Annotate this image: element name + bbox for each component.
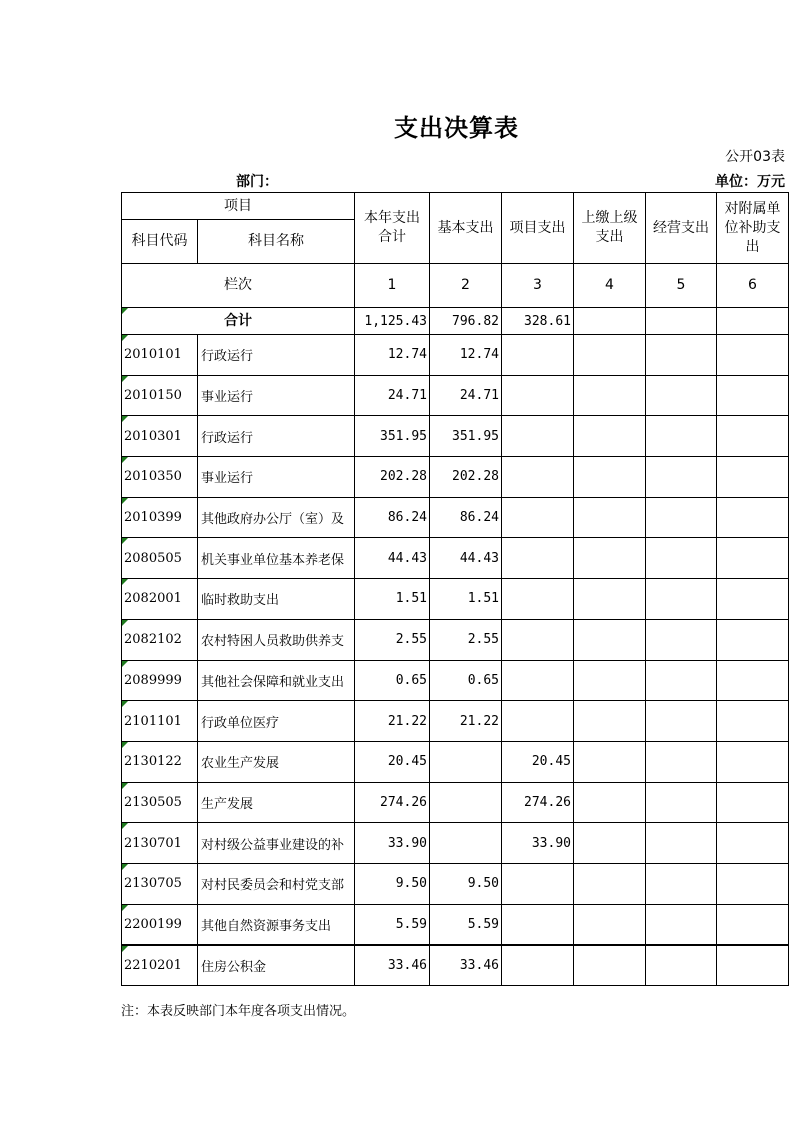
subject-code-cell: 2010301	[122, 416, 198, 457]
amount-cell	[574, 457, 646, 498]
amount-cell	[717, 457, 789, 498]
amount-cell: 20.45	[502, 741, 574, 782]
amount-cell	[574, 823, 646, 864]
amount-cell: 2.55	[355, 619, 430, 660]
table-row	[122, 457, 789, 498]
table-row	[122, 782, 789, 823]
amount-cell	[430, 782, 502, 823]
amount-cell: 351.95	[430, 416, 502, 457]
header-remit-to-superior: 上缴上级支出	[574, 193, 646, 264]
amount-cell	[646, 701, 717, 742]
amount-cell	[717, 497, 789, 538]
table-row	[122, 863, 789, 904]
header-project-expenditure: 项目支出	[502, 193, 574, 264]
footnote: 注：本表反映部门本年度各项支出情况。	[121, 1004, 356, 1019]
amount-cell: 0.65	[430, 660, 502, 701]
amount-cell	[502, 538, 574, 579]
total-cell: 1,125.43	[355, 308, 430, 335]
amount-cell: 1.51	[430, 579, 502, 620]
amount-cell	[717, 782, 789, 823]
amount-cell: 5.59	[355, 904, 430, 945]
table-row	[122, 904, 789, 945]
amount-cell	[717, 701, 789, 742]
amount-cell	[574, 416, 646, 457]
amount-cell: 33.90	[502, 823, 574, 864]
amount-cell: 274.26	[355, 782, 430, 823]
subject-code-cell: 2130701	[122, 823, 198, 864]
amount-cell	[574, 945, 646, 986]
page-title: 支出决算表	[394, 114, 519, 142]
amount-cell	[646, 497, 717, 538]
amount-cell	[646, 863, 717, 904]
subject-name-cell: 对村民委员会和村党支部	[198, 863, 355, 904]
amount-cell	[574, 538, 646, 579]
amount-cell: 9.50	[355, 863, 430, 904]
amount-cell	[717, 863, 789, 904]
amount-cell	[502, 457, 574, 498]
amount-cell	[646, 660, 717, 701]
amount-cell	[502, 375, 574, 416]
amount-cell	[502, 497, 574, 538]
amount-cell	[646, 416, 717, 457]
header-operating-expenditure: 经营支出	[646, 193, 717, 264]
amount-cell	[717, 335, 789, 376]
subject-code-cell: 2200199	[122, 904, 198, 945]
amount-cell: 86.24	[355, 497, 430, 538]
amount-cell	[574, 375, 646, 416]
subject-code-cell: 2010150	[122, 375, 198, 416]
table-row	[122, 823, 789, 864]
amount-cell	[646, 538, 717, 579]
amount-cell	[502, 701, 574, 742]
amount-cell: 9.50	[430, 863, 502, 904]
amount-cell	[717, 375, 789, 416]
amount-cell	[574, 335, 646, 376]
amount-cell	[646, 782, 717, 823]
total-cell	[646, 308, 717, 335]
subject-name-cell: 行政运行	[198, 416, 355, 457]
amount-cell	[502, 579, 574, 620]
subject-name-cell: 农村特困人员救助供养支	[198, 619, 355, 660]
subject-code-cell: 2130505	[122, 782, 198, 823]
amount-cell: 86.24	[430, 497, 502, 538]
table-row	[122, 945, 789, 986]
amount-cell: 5.59	[430, 904, 502, 945]
total-cell: 328.61	[502, 308, 574, 335]
amount-cell	[574, 497, 646, 538]
table-row	[122, 416, 789, 457]
subject-code-cell: 2010101	[122, 335, 198, 376]
amount-cell	[646, 457, 717, 498]
amount-cell	[574, 701, 646, 742]
subject-code-cell: 2080505	[122, 538, 198, 579]
amount-cell	[430, 823, 502, 864]
amount-cell	[646, 823, 717, 864]
table-row	[122, 375, 789, 416]
amount-cell: 12.74	[355, 335, 430, 376]
expenditure-table	[121, 192, 789, 986]
column-index-2: 2	[430, 264, 502, 308]
amount-cell: 20.45	[355, 741, 430, 782]
amount-cell: 202.28	[355, 457, 430, 498]
total-label: 合计	[122, 308, 355, 335]
total-row	[122, 308, 789, 335]
subject-name-cell: 其他政府办公厅（室）及	[198, 497, 355, 538]
column-index-label: 栏次	[122, 264, 355, 308]
column-index-4: 4	[574, 264, 646, 308]
table-row	[122, 335, 789, 376]
header-subsidiary-subsidy: 对附属单位补助支出	[717, 193, 789, 264]
amount-cell	[646, 741, 717, 782]
amount-cell	[717, 660, 789, 701]
total-cell: 796.82	[430, 308, 502, 335]
subject-code-cell: 2101101	[122, 701, 198, 742]
amount-cell: 202.28	[430, 457, 502, 498]
amount-cell: 351.95	[355, 416, 430, 457]
table-row	[122, 701, 789, 742]
amount-cell	[430, 741, 502, 782]
amount-cell	[717, 416, 789, 457]
amount-cell	[574, 660, 646, 701]
table-row	[122, 619, 789, 660]
subject-name-cell: 机关事业单位基本养老保	[198, 538, 355, 579]
subject-name-cell: 行政单位医疗	[198, 701, 355, 742]
subject-code-cell: 2130705	[122, 863, 198, 904]
amount-cell	[502, 619, 574, 660]
amount-cell	[717, 741, 789, 782]
amount-cell	[646, 375, 717, 416]
table-row	[122, 538, 789, 579]
subject-name-cell: 生产发展	[198, 782, 355, 823]
amount-cell	[502, 904, 574, 945]
table-row	[122, 497, 789, 538]
amount-cell	[502, 945, 574, 986]
amount-cell: 24.71	[430, 375, 502, 416]
amount-cell	[646, 579, 717, 620]
subject-name-cell: 农业生产发展	[198, 741, 355, 782]
amount-cell	[717, 538, 789, 579]
amount-cell: 12.74	[430, 335, 502, 376]
subject-name-cell: 对村级公益事业建设的补	[198, 823, 355, 864]
subject-code-cell: 2082102	[122, 619, 198, 660]
amount-cell	[717, 945, 789, 986]
department-label: 部门：	[236, 174, 278, 190]
amount-cell: 33.46	[355, 945, 430, 986]
column-index-5: 5	[646, 264, 717, 308]
subject-name-cell: 住房公积金	[198, 945, 355, 986]
table-row	[122, 660, 789, 701]
subject-name-cell: 其他社会保障和就业支出	[198, 660, 355, 701]
unit-label: 单位：万元	[715, 174, 785, 190]
amount-cell: 21.22	[355, 701, 430, 742]
amount-cell	[502, 416, 574, 457]
header-subject-name: 科目名称	[198, 220, 355, 264]
amount-cell	[502, 335, 574, 376]
subject-name-cell: 临时救助支出	[198, 579, 355, 620]
amount-cell: 24.71	[355, 375, 430, 416]
subject-name-cell: 行政运行	[198, 335, 355, 376]
amount-cell	[574, 904, 646, 945]
amount-cell: 2.55	[430, 619, 502, 660]
column-index-1: 1	[355, 264, 430, 308]
column-index-3: 3	[502, 264, 574, 308]
amount-cell	[574, 863, 646, 904]
total-cell	[574, 308, 646, 335]
amount-cell	[574, 619, 646, 660]
amount-cell: 33.90	[355, 823, 430, 864]
amount-cell	[717, 823, 789, 864]
amount-cell: 33.46	[430, 945, 502, 986]
header-total-expenditure: 本年支出合计	[355, 193, 430, 264]
amount-cell: 21.22	[430, 701, 502, 742]
subject-name-cell: 其他自然资源事务支出	[198, 904, 355, 945]
amount-cell	[574, 741, 646, 782]
amount-cell: 44.43	[430, 538, 502, 579]
amount-cell	[717, 904, 789, 945]
total-cell	[717, 308, 789, 335]
subject-name-cell: 事业运行	[198, 457, 355, 498]
subject-code-cell: 2089999	[122, 660, 198, 701]
amount-cell: 274.26	[502, 782, 574, 823]
subject-code-cell: 2210201	[122, 945, 198, 986]
amount-cell: 1.51	[355, 579, 430, 620]
amount-cell	[646, 335, 717, 376]
header-subject-code: 科目代码	[122, 220, 198, 264]
subject-code-cell: 2130122	[122, 741, 198, 782]
column-index-6: 6	[717, 264, 789, 308]
amount-cell	[717, 619, 789, 660]
amount-cell: 0.65	[355, 660, 430, 701]
subject-code-cell: 2010399	[122, 497, 198, 538]
amount-cell	[646, 619, 717, 660]
table-row	[122, 741, 789, 782]
amount-cell: 44.43	[355, 538, 430, 579]
header-item: 项目	[122, 193, 355, 220]
table-row	[122, 579, 789, 620]
amount-cell	[646, 904, 717, 945]
amount-cell	[646, 945, 717, 986]
subject-name-cell: 事业运行	[198, 375, 355, 416]
subject-code-cell: 2082001	[122, 579, 198, 620]
form-number: 公开03表	[725, 149, 785, 165]
subject-code-cell: 2010350	[122, 457, 198, 498]
amount-cell	[502, 660, 574, 701]
amount-cell	[717, 579, 789, 620]
amount-cell	[574, 782, 646, 823]
header-basic-expenditure: 基本支出	[430, 193, 502, 264]
amount-cell	[502, 863, 574, 904]
amount-cell	[574, 579, 646, 620]
